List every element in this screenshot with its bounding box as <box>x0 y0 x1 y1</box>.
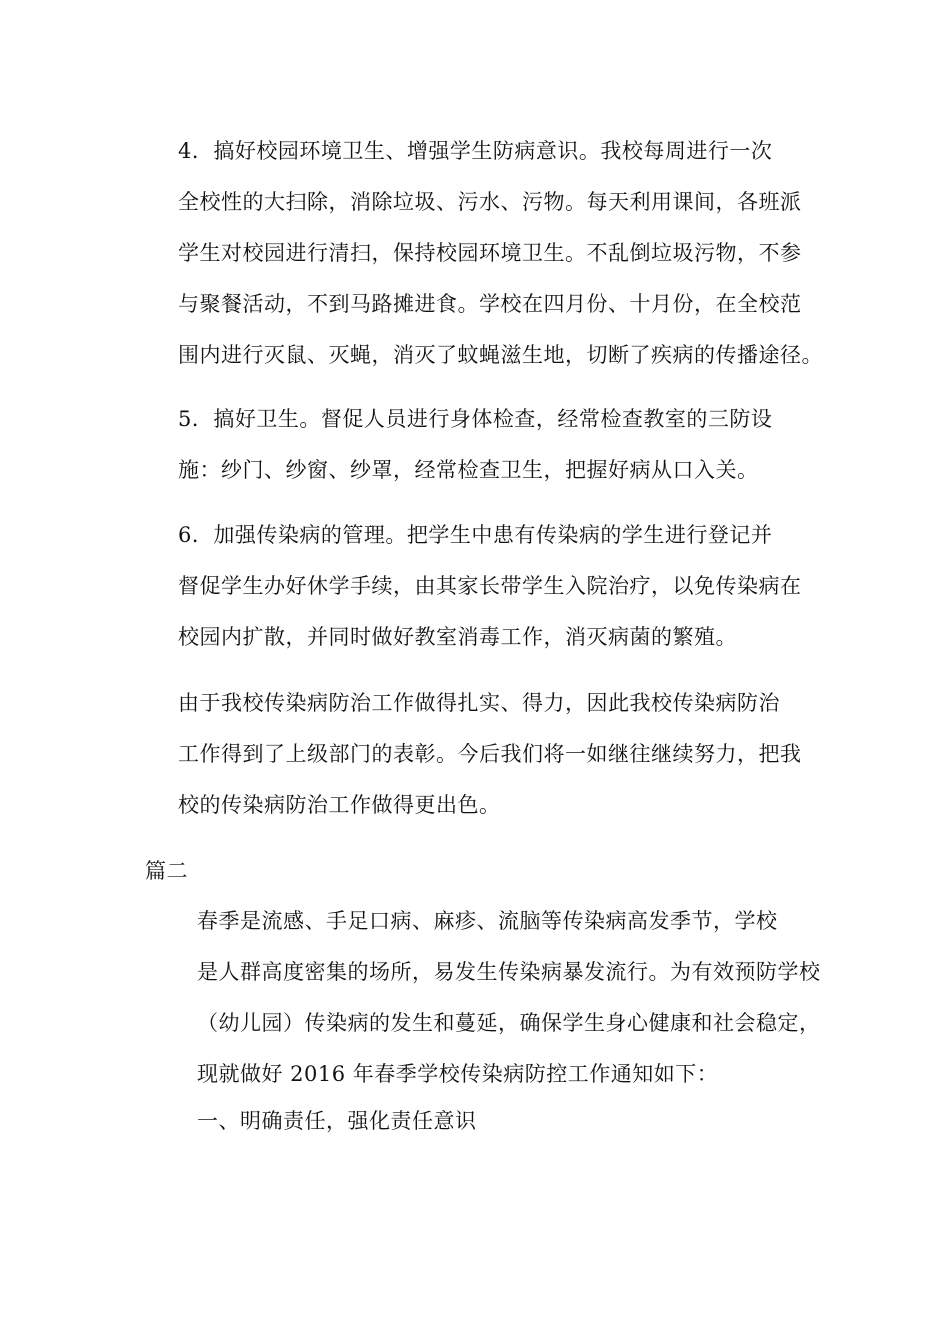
paragraph-item-5 <box>145 394 815 496</box>
text-line: 督促学生办好休学手续，由其家长带学生入院治疗，以免传染病在 <box>178 574 802 598</box>
text-line: 校园内扩散，并同时做好教室消毒工作，消灭病菌的繁殖。 <box>178 625 737 649</box>
text-line: 5．搞好卫生。督促人员进行身体检查，经常检查教室的三防设 <box>178 407 773 431</box>
heading-1 <box>145 1096 815 1147</box>
text-line: 4．搞好校园环境卫生、增强学生防病意识。我校每周进行一次 <box>178 139 773 163</box>
section-title-text: 篇二 <box>145 859 188 883</box>
text-line: 全校性的大扫除，消除垃圾、污水、污物。每天利用课间，各班派 <box>178 190 802 214</box>
paragraph-item-4 <box>145 126 823 381</box>
text-line: 由于我校传染病防治工作做得扎实、得力，因此我校传染病防治 <box>178 691 780 715</box>
paragraph-conclusion <box>145 678 815 831</box>
text-line: 春季是流感、手足口病、麻疹、流脑等传染病高发季节，学校 <box>197 909 778 933</box>
paragraph-item-6 <box>145 510 815 663</box>
text-line: 施：纱门、纱窗、纱罩，经常检查卫生，把握好病从口入关。 <box>178 458 759 482</box>
section-title <box>145 846 815 897</box>
text-line: 现就做好 2016 年春季学校传染病防控工作通知如下： <box>197 1062 719 1086</box>
text-line: 工作得到了上级部门的表彰。今后我们将一如继往继续努力，把我 <box>178 742 802 766</box>
text-line: 校的传染病防治工作做得更出色。 <box>178 793 501 817</box>
text-line: 围内进行灭鼠、灭蝇，消灭了蚊蝇滋生地，切断了疾病的传播途径。 <box>178 343 823 367</box>
text-line: 6．加强传染病的管理。把学生中患有传染病的学生进行登记并 <box>178 523 773 547</box>
text-line: （幼儿园）传染病的发生和蔓延，确保学生身心健康和社会稳定， <box>197 1011 821 1035</box>
heading-1-text: 一、明确责任，强化责任意识 <box>197 1109 477 1133</box>
text-line: 是人群高度密集的场所，易发生传染病暴发流行。为有效预防学校 <box>197 960 821 984</box>
text-line: 学生对校园进行清扫，保持校园环境卫生。不乱倒垃圾污物，不参 <box>178 241 802 265</box>
text-line: 与聚餐活动，不到马路摊进食。学校在四月份、十月份，在全校范 <box>178 292 802 316</box>
section-intro-paragraph <box>145 896 821 1100</box>
